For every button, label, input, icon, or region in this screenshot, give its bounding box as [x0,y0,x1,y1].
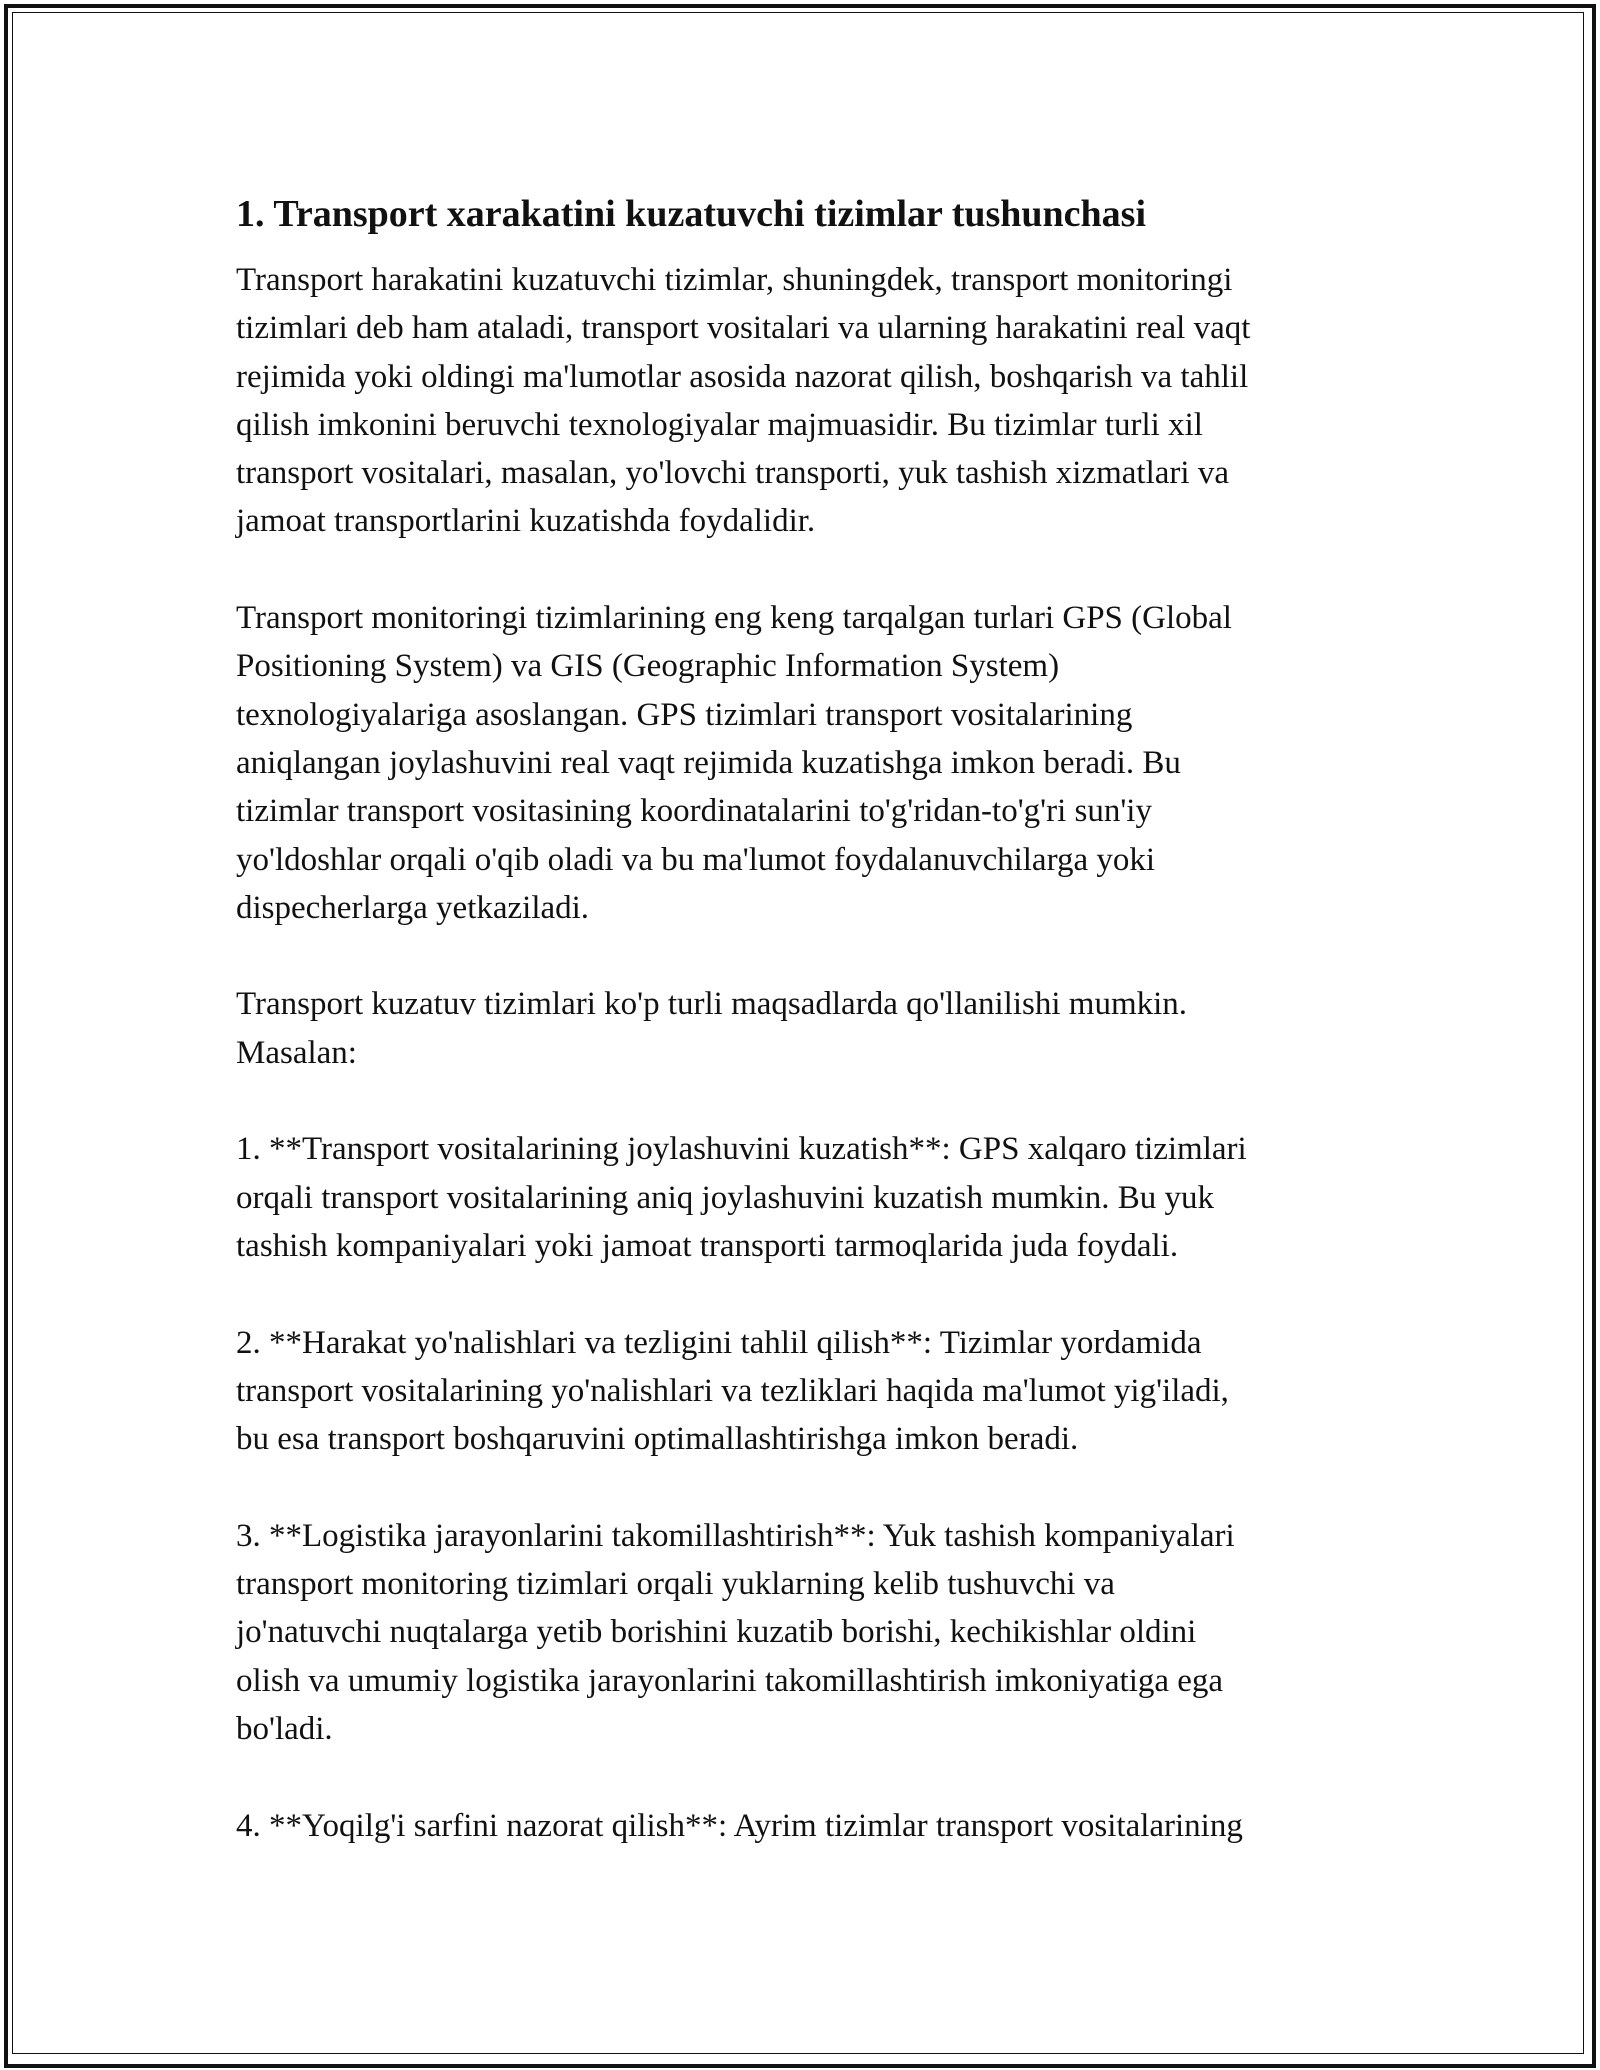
text-line: yo'ldoshlar orqali o'qib oladi va bu ma'lumot foydalanuvchilarga yoki [236,841,1156,878]
list-item-3 [236,1512,1381,1753]
list-item-4 [236,1802,1381,1850]
text-line: olish va umumiy logistika jarayonlarini takomillashtirish imkoniyatiga ega [236,1662,1224,1699]
text-line: transport vositalari, masalan, yo'lovchi transporti, yuk tashish xizmatlari va [236,455,1229,492]
text-line: qilish imkonini beruvchi texnologiyalar majmuasidir. Bu tizimlar turli xil [236,406,1203,443]
text-line: orqali transport vositalarining aniq joylashuvini kuzatish mumkin. Bu yuk [236,1179,1214,1216]
text-line: 4. **Yoqilg'i sarfini nazorat qilish**: Ayrim tizimlar transport vositalarining [236,1807,1243,1844]
paragraph-gps-gis [236,594,1381,932]
text-line: Masalan: [236,1034,357,1071]
text-line: 3. **Logistika jarayonlarini takomillashtirish**: Yuk tashish kompaniyalari [236,1517,1235,1554]
text-line: 2. **Harakat yo'nalishlari va tezligini tahlil qilish**: Tizimlar yordamida [236,1324,1202,1361]
text-line: transport monitoring tizimlari orqali yuklarning kelib tushuvchi va [236,1566,1115,1603]
text-line: Positioning System) va GIS (Geographic Information System) [236,648,1060,685]
text-line: transport vositalarining yo'nalishlari va tezliklari haqida ma'lumot yig'iladi, [236,1372,1229,1409]
text-line: tizimlari deb ham ataladi, transport vositalari va ularning harakatini real vaqt [236,310,1251,347]
list-item-2 [236,1319,1381,1464]
text-line: Transport monitoringi tizimlarining eng keng tarqalgan turlari GPS (Global [236,600,1232,637]
text-line: dispecherlarga yetkaziladi. [236,889,590,926]
section-heading: 1. Transport xarakatini kuzatuvchi tizimlar tushunchasi [236,193,1147,235]
text-line: texnologiyalariga asoslangan. GPS tizimlari transport vositalarining [236,696,1133,733]
text-line: tizimlar transport vositasining koordinatalarini to'g'ridan-to'g'ri sun'iy [236,793,1152,830]
text-line: aniqlangan joylashuvini real vaqt rejimida kuzatishga imkon beradi. Bu [236,744,1181,781]
text-line: bo'ladi. [236,1710,333,1747]
document-body [236,186,1381,1898]
text-line: jamoat transportlarini kuzatishda foydalidir. [236,503,816,540]
paragraph-purposes-intro [236,980,1381,1077]
text-line: jo'natuvchi nuqtalarga yetib borishini kuzatib borishi, kechikishlar oldini [236,1614,1197,1651]
text-line: bu esa transport boshqaruvini optimallashtirishga imkon beradi. [236,1421,1079,1458]
text-line: Transport harakatini kuzatuvchi tizimlar, shuningdek, transport monitoringi [236,262,1233,298]
paragraph-intro [236,256,1381,546]
text-line: tashish kompaniyalari yoki jamoat transporti tarmoqlarida juda foydali. [236,1227,1179,1264]
text-line: Transport kuzatuv tizimlari ko'p turli maqsadlarda qo'llanilishi mumkin. [236,986,1188,1023]
list-item-1 [236,1125,1381,1270]
text-line: rejimida yoki oldingi ma'lumotlar asosida nazorat qilish, boshqarish va tahlil [236,358,1249,395]
text-line: 1. **Transport vositalarining joylashuvini kuzatish**: GPS xalqaro tizimlari [236,1131,1247,1168]
